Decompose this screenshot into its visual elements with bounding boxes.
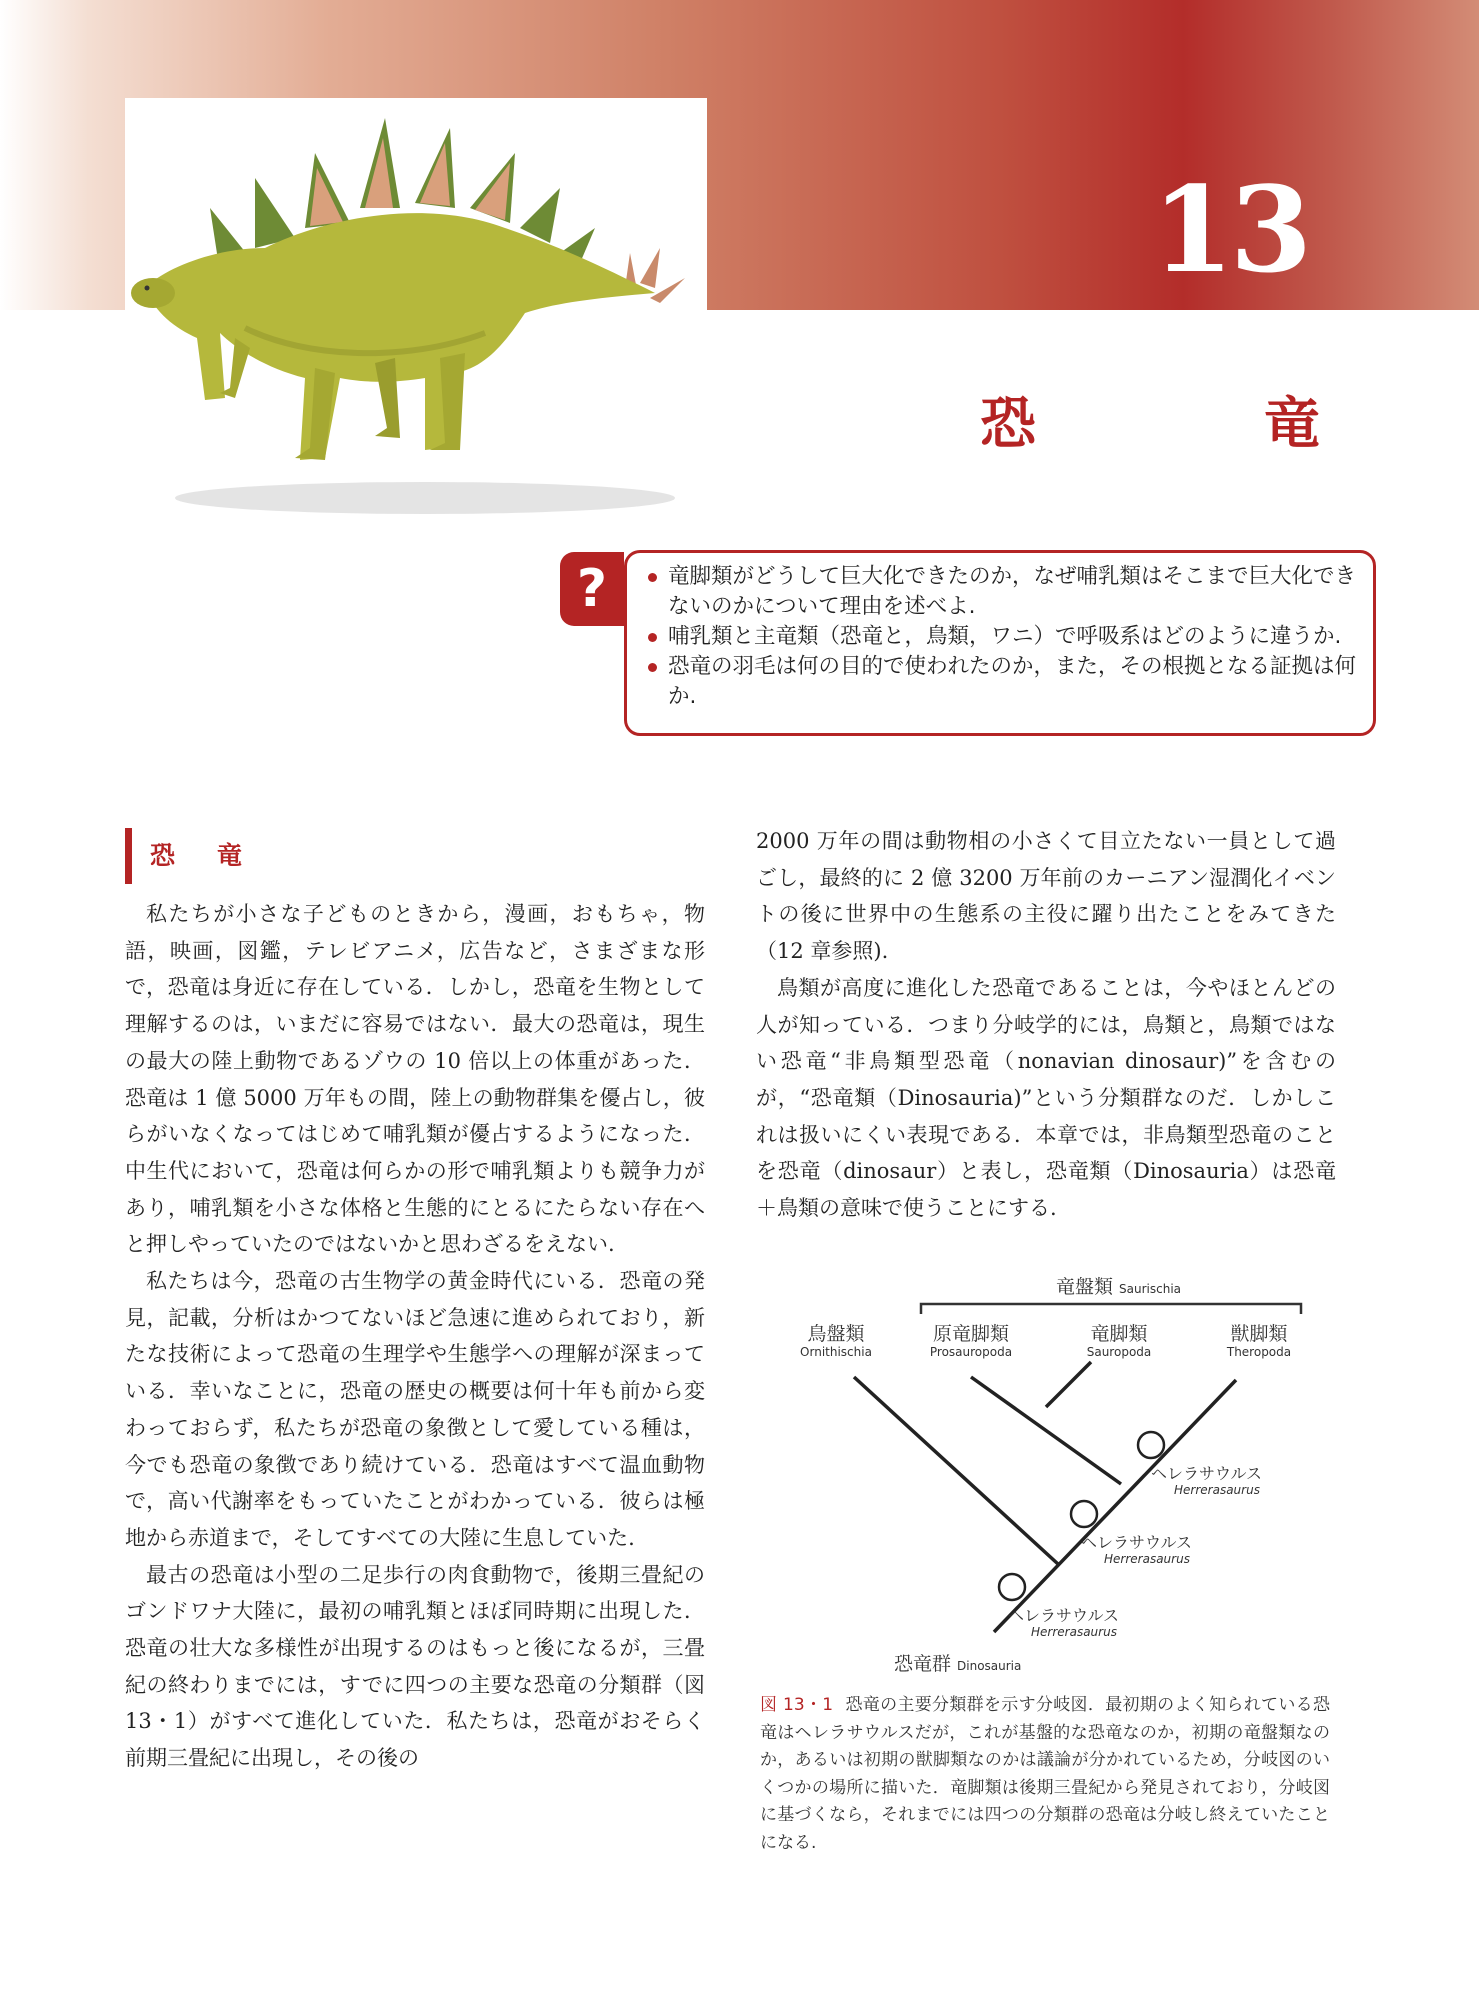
question-item [646, 652, 1366, 712]
figure-caption-text: 恐竜の主要分類群を示す分岐図．最初期のよく知られている恐竜はヘレラサウルスだが，これが基盤的な恐竜なのか，初期の竜盤類なのか，あるいは初期の獣脚類なのかは議論が分かれているため，分岐図のいくつかの場所に描いた．竜脚類は後期三畳紀から発見されており，分岐図に基づくなら，それまでには四つの分類群の恐竜は分岐し終えていたことになる. [760, 1695, 1330, 1853]
node-latin: Herrerasaurus [1174, 1483, 1260, 1497]
cladogram-figure [756, 1262, 1336, 1682]
question-mark-icon: ? [560, 552, 624, 626]
taxon-label: 獣脚類 [1230, 1323, 1288, 1345]
cladogram-lines [854, 1362, 1236, 1632]
chapter-title [980, 380, 1320, 460]
body-paragraph: 鳥類が高度に進化した恐竜であることは，今やほとんどの人が知っている．つまり分岐学的には，鳥類と，鳥類ではない恐竜“非鳥類型恐竜（nonavian dinosaur)”を含むのが，“恐竜類（Dinosauria)”という分類群なのだ．しかしこれは扱いにくい表現である．本章では，非鳥類型恐竜のことを恐竜（dinosaur）と表し，恐竜類（Dinosauria）は恐竜＋鳥類の意味で使うことにする. [756, 975, 1336, 1221]
node-marker [1071, 1501, 1097, 1527]
bullet-icon [648, 573, 657, 582]
question-item [646, 622, 1366, 652]
saurischia-bracket [921, 1304, 1301, 1314]
taxon-latin: Theropoda [1226, 1345, 1292, 1359]
taxon-latin: Ornithischia [800, 1345, 872, 1359]
taxon-latin: Prosauropoda [929, 1345, 1013, 1359]
stegosaurus-illustration [125, 98, 707, 528]
body-paragraph: 私たちは今，恐竜の古生物学の黄金時代にいる．恐竜の発見，記載，分析はかつてないほど急速に進められており，新たな技術によって恐竜の生理学や生態学への理解が深まっている．幸いなことに，恐竜の歴史の概要は何十年も前から変わっておらず，私たちが恐竜の象徴として愛している種は，今でも恐竜の象徴であり続けている．恐竜はすべて温血動物で，高い代謝率をもっていたことがわかっている．彼らは極地から赤道まで，そしてすべての大陸に生息していた. [125, 1269, 705, 1550]
saurischia-label: 竜盤類 Saurischia [1056, 1276, 1182, 1298]
illustration-panel [125, 98, 707, 528]
taxon-latin: Sauropoda [1086, 1345, 1152, 1359]
questions-list [646, 562, 1366, 712]
body-paragraph: 私たちが小さな子どものときから，漫画，おもちゃ，物語，映画，図鑑，テレビアニメ，広告など，さまざまな形で，恐竜は身近に存在している．しかし，恐竜を生物として理解するのは，いまだに容易ではない．最大の恐竜は，現生の最大の陸上動物であるゾウの 10 倍以上の体重があった．恐竜は 1 億 5000 万年もの間，陸上の動物群集を優占し，彼らがいなくなってはじめて哺乳類が優占するようになった．中生代において，恐竜は何らかの形で哺乳類よりも競争力があり，哺乳類を小さな体格と生態的にとるにたらない存在へと押しやっていたのではないかと思わざるをえない. [125, 902, 705, 1257]
node-label: ヘレラサウルス [1008, 1606, 1120, 1625]
question-text: 哺乳類と主竜類（恐竜と，鳥類，ワニ）で呼吸系はどのように違うか. [668, 624, 1342, 649]
chapter-number: 13 [1151, 160, 1309, 299]
node-latin: Herrerasaurus [1104, 1552, 1190, 1566]
question-item [646, 562, 1366, 622]
taxon-label: 竜脚類 [1090, 1323, 1148, 1345]
body-column-left [125, 896, 705, 1777]
taxon-label: 鳥盤類 [807, 1323, 865, 1345]
question-text: 恐竜の羽毛は何の目的で使われたのか，また，その根拠となる証拠は何か. [668, 654, 1357, 709]
question-text: 竜脚類がどうして巨大化できたのか，なぜ哺乳類はそこまで巨大化できないのかについて理由を述べよ. [668, 564, 1357, 619]
figure-caption-label: 図 13・1 [760, 1695, 834, 1715]
node-label: ヘレラサウルス [1081, 1533, 1193, 1552]
body-column-right [756, 823, 1336, 1227]
node-latin: Herrerasaurus [1031, 1625, 1117, 1639]
taxon-label: 原竜脚類 [932, 1323, 1010, 1345]
bullet-icon [648, 663, 657, 672]
chapter-title-char: 竜 [1264, 392, 1320, 457]
node-label: ヘレラサウルス [1151, 1464, 1263, 1483]
body-paragraph: 最古の恐竜は小型の二足歩行の肉食動物で，後期三畳紀のゴンドワナ大陸に，最初の哺乳類とほぼ同時期に出現した．恐竜の壮大な多様性が出現するのはもっと後になるが，三畳紀の終わりまでには，すでに四つの主要な恐竜の分類群（図 13・1）がすべて進化していた．私たちは，恐竜がおそらく前期三畳紀に出現し，その後の [125, 1562, 705, 1771]
node-marker [1138, 1432, 1164, 1458]
root-label: 恐竜群 Dinosauria [894, 1653, 1022, 1675]
figure-caption [760, 1692, 1330, 1857]
bullet-icon [648, 633, 657, 642]
body-paragraph: 2000 万年の間は動物相の小さくて目立たない一員として過ごし，最終的に 2 億 3200 万年前のカーニアン湿潤化イベントの後に世界中の生態系の主役に躍り出たことをみてきた（12 章参照). [756, 829, 1336, 964]
chapter-title-char: 恐 [980, 392, 1036, 457]
section-heading: 恐竜 [125, 828, 425, 884]
node-marker [999, 1574, 1025, 1600]
